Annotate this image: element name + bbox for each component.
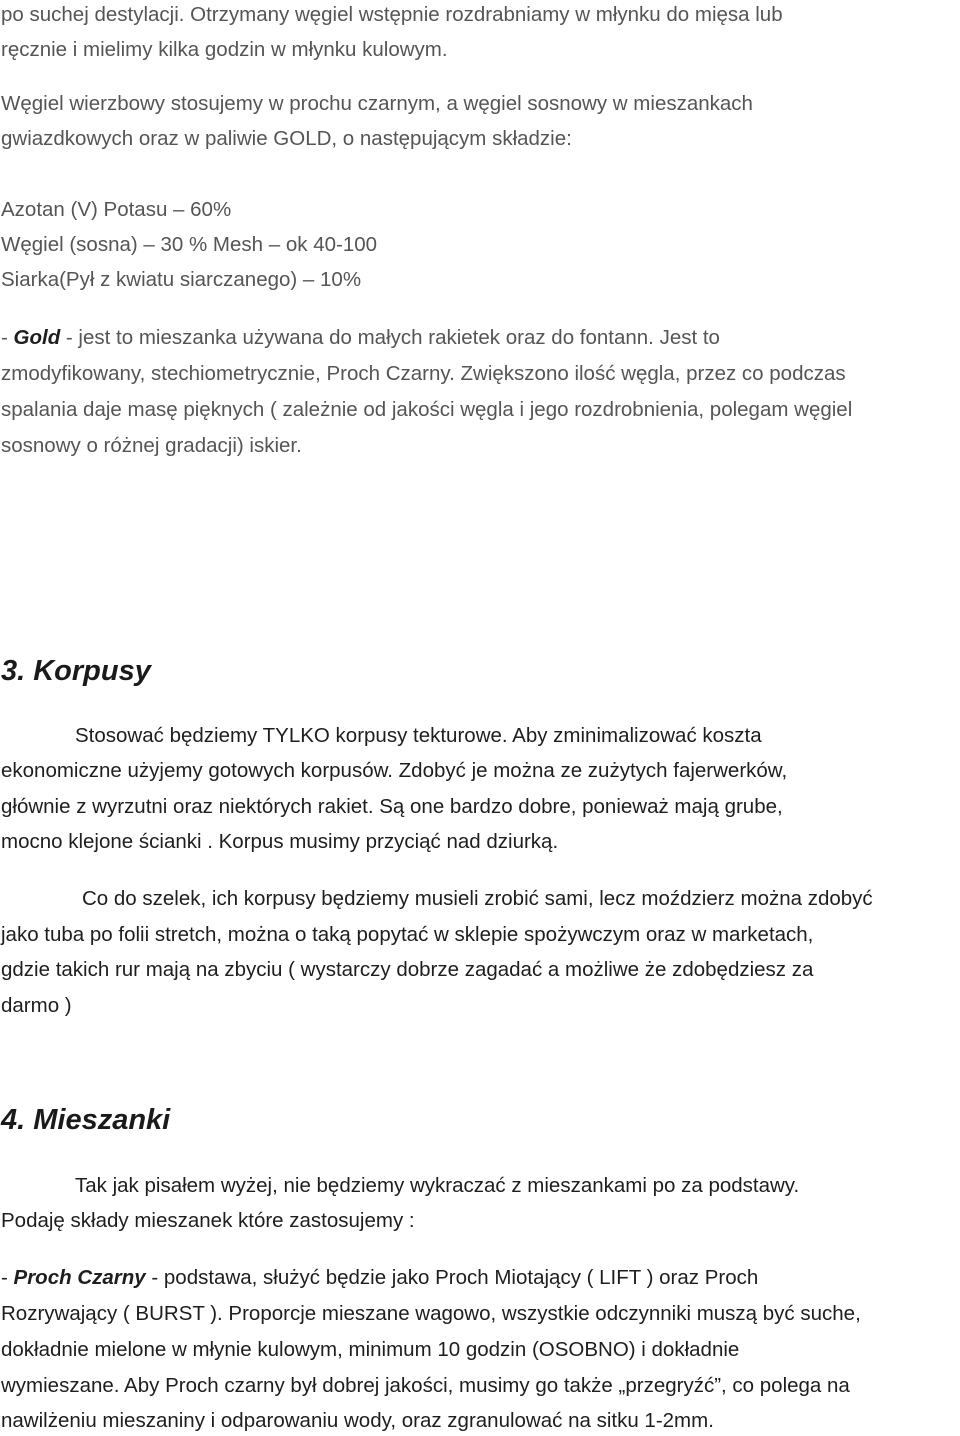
paragraph-line: Tak jak pisałem wyżej, nie będziemy wykraczać z mieszankami po za podstawy.: [75, 1174, 800, 1197]
paragraph-line: sosnowy o różnej gradacji) iskier.: [1, 434, 302, 457]
paragraph-line: ekonomiczne użyjemy gotowych korpusów. Zdobyć je można ze zużytych fajerwerków,: [1, 759, 788, 782]
gold-name: Gold: [13, 326, 61, 349]
composition-line: Siarka(Pył z kwiatu siarczanego) – 10%: [1, 268, 362, 291]
section-heading-korpusy: 3. Korpusy: [1, 655, 151, 687]
paragraph-line: Co do szelek, ich korpusy będziemy musieli zrobić sami, lecz moździerz można zdobyć: [82, 887, 873, 910]
proch-dash: -: [1, 1266, 14, 1289]
composition-line: Węgiel (sosna) – 30 % Mesh – ok 40-100: [1, 233, 378, 256]
paragraph-line: nawilżeniu mieszaniny i odparowaniu wody, oraz zgranulować na sitku 1-2mm.: [1, 1409, 714, 1432]
paragraph-line: Węgiel wierzbowy stosujemy w prochu czarnym, a węgiel sosnowy w mieszankach: [1, 92, 753, 115]
paragraph-line: darmo ): [1, 994, 72, 1017]
proch-rest: - podstawa, służyć będzie jako Proch Miotający ( LIFT ) oraz Proch: [145, 1266, 759, 1289]
paragraph-line: spalania daje masę pięknych ( zależnie od jakości węgla i jego rozdrobnienia, polegam węgiel: [1, 398, 853, 421]
paragraph-line: głównie z wyrzutni oraz niektórych rakiet. Są one bardzo dobre, ponieważ mają grube,: [1, 795, 783, 818]
paragraph-line: dokładnie mielone w młynie kulowym, minimum 10 godzin (OSOBNO) i dokładnie: [1, 1338, 740, 1361]
section-heading-mieszanki: 4. Mieszanki: [1, 1104, 171, 1136]
proch-czarny-line: [1, 1268, 758, 1289]
composition-line: Azotan (V) Potasu – 60%: [1, 198, 232, 221]
paragraph-line: zmodyfikowany, stechiometrycznie, Proch Czarny. Zwiększono ilość węgla, przez co podczas: [1, 362, 846, 385]
paragraph-line: gdzie takich rur mają na zbyciu ( wystarczy dobrze zagadać a możliwe że zdobędziesz za: [1, 958, 814, 981]
gold-rest: - jest to mieszanka używana do małych rakietek oraz do fontann. Jest to: [60, 326, 720, 349]
paragraph-line: ręcznie i mielimy kilka godzin w młynku kulowym.: [1, 38, 448, 61]
paragraph-line: mocno klejone ścianki . Korpus musimy przyciąć nad dziurką.: [1, 830, 559, 853]
paragraph-line: gwiazdkowych oraz w paliwie GOLD, o następującym składzie:: [1, 127, 572, 150]
paragraph-line: Podaję składy mieszanek które zastosujemy :: [1, 1209, 415, 1232]
paragraph-line: wymieszane. Aby Proch czarny był dobrej jakości, musimy go także „przegryźć”, co polega na: [1, 1374, 850, 1397]
proch-name: Proch Czarny: [13, 1266, 146, 1289]
gold-line: [1, 328, 720, 349]
paragraph-line: jako tuba po folii stretch, można o taką popytać w sklepie spożywczym oraz w marketach,: [1, 923, 814, 946]
paragraph-line: Stosować będziemy TYLKO korpusy tekturowe. Aby zminimalizować koszta: [75, 724, 762, 747]
paragraph-line: po suchej destylacji. Otrzymany węgiel wstępnie rozdrabniamy w młynku do mięsa lub: [1, 3, 783, 26]
paragraph-line: Rozrywający ( BURST ). Proporcje mieszane wagowo, wszystkie odczynniki muszą być suche,: [1, 1302, 861, 1325]
gold-dash: -: [1, 326, 14, 349]
